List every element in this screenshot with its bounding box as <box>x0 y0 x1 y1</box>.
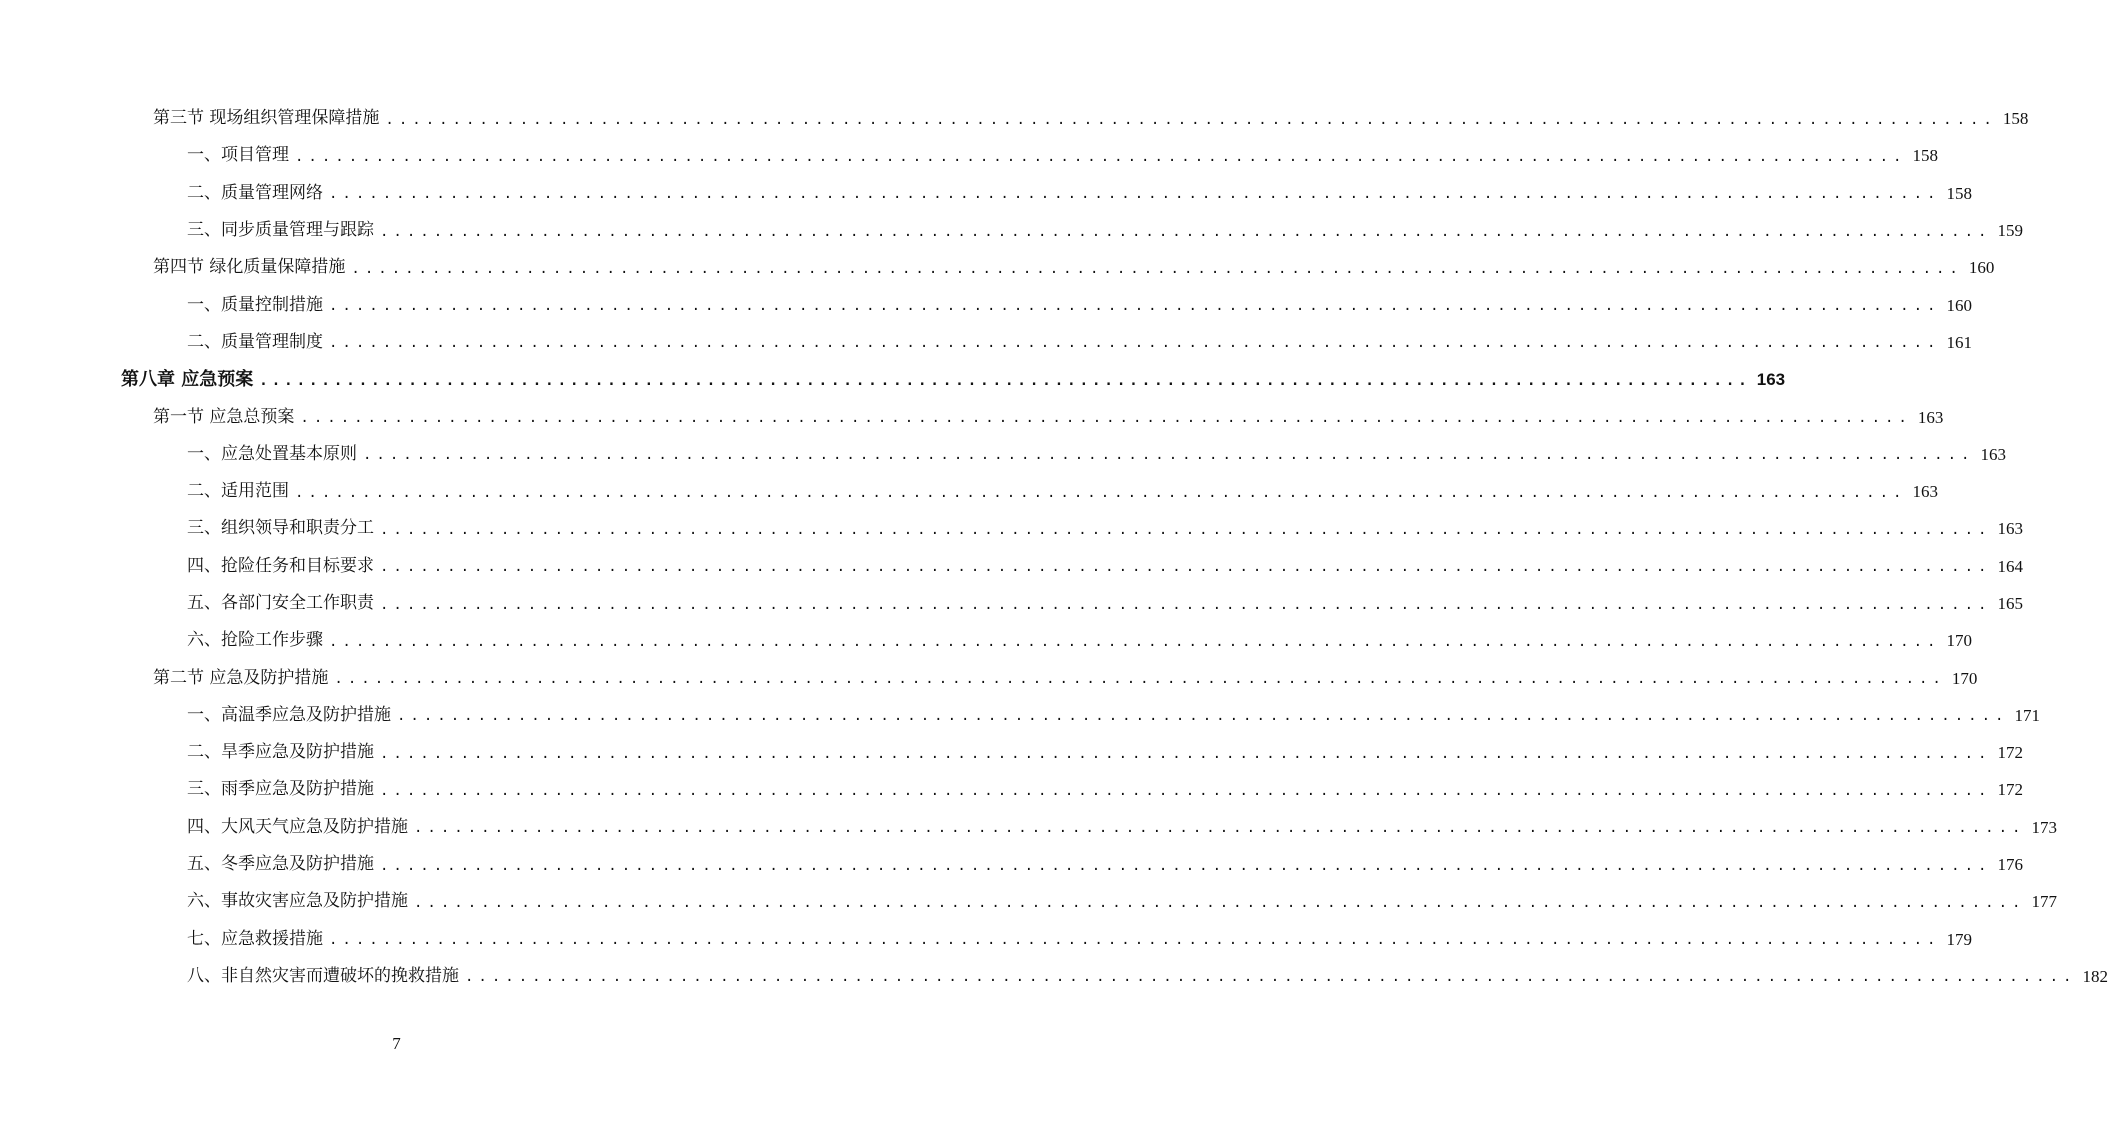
toc-entry-label: 一、项目管理 <box>187 145 289 166</box>
toc-entry-section[interactable] <box>0 100 2029 137</box>
toc-entry-label: 七、应急救援措施 <box>187 928 323 949</box>
toc-entry-label: 第三节 现场组织管理保障措施 <box>153 108 380 129</box>
toc-entry-page: 163 <box>1756 370 1786 390</box>
toc-entry-section[interactable] <box>0 249 1995 286</box>
toc-entry-page: 164 <box>1997 556 2023 576</box>
toc-entry-page: 170 <box>1946 631 1972 651</box>
toc-entry-item[interactable] <box>0 846 2023 883</box>
toc-dot-leader: ........................................................................................................................ <box>363 447 1975 464</box>
toc-dot-leader: ........................................................................................................................ <box>295 148 1907 165</box>
toc-entry-page: 173 <box>2031 817 2057 837</box>
toc-dot-leader: ........................................................................................................................ <box>329 633 1941 650</box>
toc-dot-leader: ........................................................................................................................ <box>259 372 1751 389</box>
toc-dot-leader: ........................................................................................................................ <box>329 335 1941 352</box>
toc-entry-page: 161 <box>1946 332 1972 352</box>
toc-entry-page: 165 <box>1997 594 2023 613</box>
table-of-contents <box>0 100 2108 995</box>
toc-entry-page: 163 <box>1997 519 2023 539</box>
toc-entry-label: 八、非自然灾害而遭破坏的挽救措施 <box>187 965 459 986</box>
toc-entry-label: 二、适用范围 <box>187 481 289 502</box>
toc-entry-section[interactable] <box>0 398 1944 435</box>
toc-entry-label: 第一节 应急总预案 <box>153 406 295 427</box>
toc-entry-item[interactable] <box>0 175 1972 212</box>
toc-entry-label: 四、大风天气应急及防护措施 <box>187 816 408 837</box>
toc-entry-item[interactable] <box>0 473 1938 510</box>
toc-entry-page: 163 <box>1980 444 2006 464</box>
toc-entry-page: 160 <box>1946 295 1972 315</box>
toc-dot-leader: ........................................................................................................................ <box>414 820 2026 837</box>
toc-dot-leader: ........................................................................................................................ <box>329 186 1941 203</box>
toc-dot-leader: ........................................................................................................................ <box>380 782 1992 799</box>
toc-dot-leader: ........................................................................................................................ <box>380 521 1992 538</box>
toc-dot-leader: ........................................................................................................................ <box>380 223 1992 240</box>
toc-entry-item[interactable] <box>0 734 2023 771</box>
toc-entry-label: 第二节 应急及防护措施 <box>153 667 329 688</box>
toc-entry-page: 158 <box>1912 146 1938 166</box>
toc-dot-leader: ........................................................................................................................ <box>385 111 1997 128</box>
toc-dot-leader: ........................................................................................................................ <box>397 708 2009 725</box>
toc-dot-leader: ........................................................................................................................ <box>380 559 1992 576</box>
toc-entry-item[interactable] <box>0 697 2040 734</box>
toc-entry-label: 四、抢险任务和目标要求 <box>187 555 374 576</box>
toc-entry-label: 一、应急处置基本原则 <box>187 443 357 464</box>
toc-entry-label: 一、质量控制措施 <box>187 294 323 315</box>
toc-entry-label: 三、组织领导和职责分工 <box>187 518 374 539</box>
toc-dot-leader: ........................................................................................................................ <box>414 894 2026 911</box>
toc-entry-page: 172 <box>1997 743 2023 763</box>
toc-entry-item[interactable] <box>0 622 1972 659</box>
toc-entry-section[interactable] <box>0 659 1978 696</box>
toc-dot-leader: ........................................................................................................................ <box>380 857 1992 874</box>
toc-entry-page: 177 <box>2031 892 2057 912</box>
toc-entry-item[interactable] <box>0 585 2023 622</box>
toc-dot-leader: ........................................................................................................................ <box>329 932 1941 949</box>
page-number: 7 <box>392 1034 401 1053</box>
toc-entry-page: 171 <box>2014 705 2040 725</box>
toc-dot-leader: ........................................................................................................................ <box>329 298 1941 315</box>
toc-entry-label: 第八章 应急预案 <box>121 368 254 390</box>
toc-entry-page: 163 <box>1917 407 1944 427</box>
toc-entry-item[interactable] <box>0 958 2108 995</box>
toc-entry-item[interactable] <box>0 771 2023 808</box>
toc-entry-item[interactable] <box>0 921 1972 958</box>
toc-entry-item[interactable] <box>0 883 2057 920</box>
toc-entry-label: 二、质量管理制度 <box>187 331 323 352</box>
toc-dot-leader: ........................................................................................................................ <box>380 745 1992 762</box>
toc-entry-label: 一、高温季应急及防护措施 <box>187 704 391 725</box>
toc-entry-item[interactable] <box>0 137 1938 174</box>
toc-entry-label: 二、旱季应急及防护措施 <box>187 742 374 763</box>
toc-entry-label: 二、质量管理网络 <box>187 182 323 203</box>
toc-entry-page: 158 <box>1946 183 1972 203</box>
toc-entry-item[interactable] <box>0 548 2023 585</box>
toc-entry-page: 172 <box>1997 780 2023 800</box>
toc-entry-item[interactable] <box>0 510 2023 547</box>
toc-entry-label: 五、冬季应急及防护措施 <box>187 854 374 875</box>
toc-dot-leader: ........................................................................................................................ <box>295 484 1907 501</box>
toc-entry-page: 176 <box>1997 855 2023 875</box>
toc-entry-label: 第四节 绿化质量保障措施 <box>153 257 346 278</box>
toc-entry-label: 三、同步质量管理与跟踪 <box>187 220 374 241</box>
toc-entry-page: 159 <box>1997 221 2023 241</box>
toc-entry-label: 五、各部门安全工作职责 <box>187 593 374 613</box>
toc-entry-item[interactable] <box>0 324 1972 361</box>
toc-entry-page: 163 <box>1912 482 1938 502</box>
toc-entry-chapter[interactable] <box>0 361 1786 398</box>
toc-entry-page: 160 <box>1968 258 1995 278</box>
toc-entry-page: 158 <box>2002 109 2029 129</box>
toc-entry-label: 六、事故灾害应急及防护措施 <box>187 891 408 912</box>
toc-entry-page: 182 <box>2082 966 2108 986</box>
toc-dot-leader: ........................................................................................................................ <box>300 410 1912 427</box>
toc-entry-item[interactable] <box>0 212 2023 249</box>
toc-dot-leader: ........................................................................................................................ <box>334 671 1946 688</box>
toc-entry-label: 六、抢险工作步骤 <box>187 630 323 651</box>
toc-entry-page: 170 <box>1951 668 1978 688</box>
toc-entry-label: 三、雨季应急及防护措施 <box>187 779 374 800</box>
toc-entry-item[interactable] <box>0 436 2006 473</box>
toc-entry-item[interactable] <box>0 809 2057 846</box>
toc-entry-page: 179 <box>1946 929 1972 949</box>
toc-dot-leader: ........................................................................................................................ <box>351 260 1963 277</box>
toc-dot-leader: ........................................................................................................................ <box>465 969 2077 986</box>
toc-dot-leader: ........................................................................................................................ <box>380 596 1992 613</box>
toc-entry-item[interactable] <box>0 286 1972 323</box>
